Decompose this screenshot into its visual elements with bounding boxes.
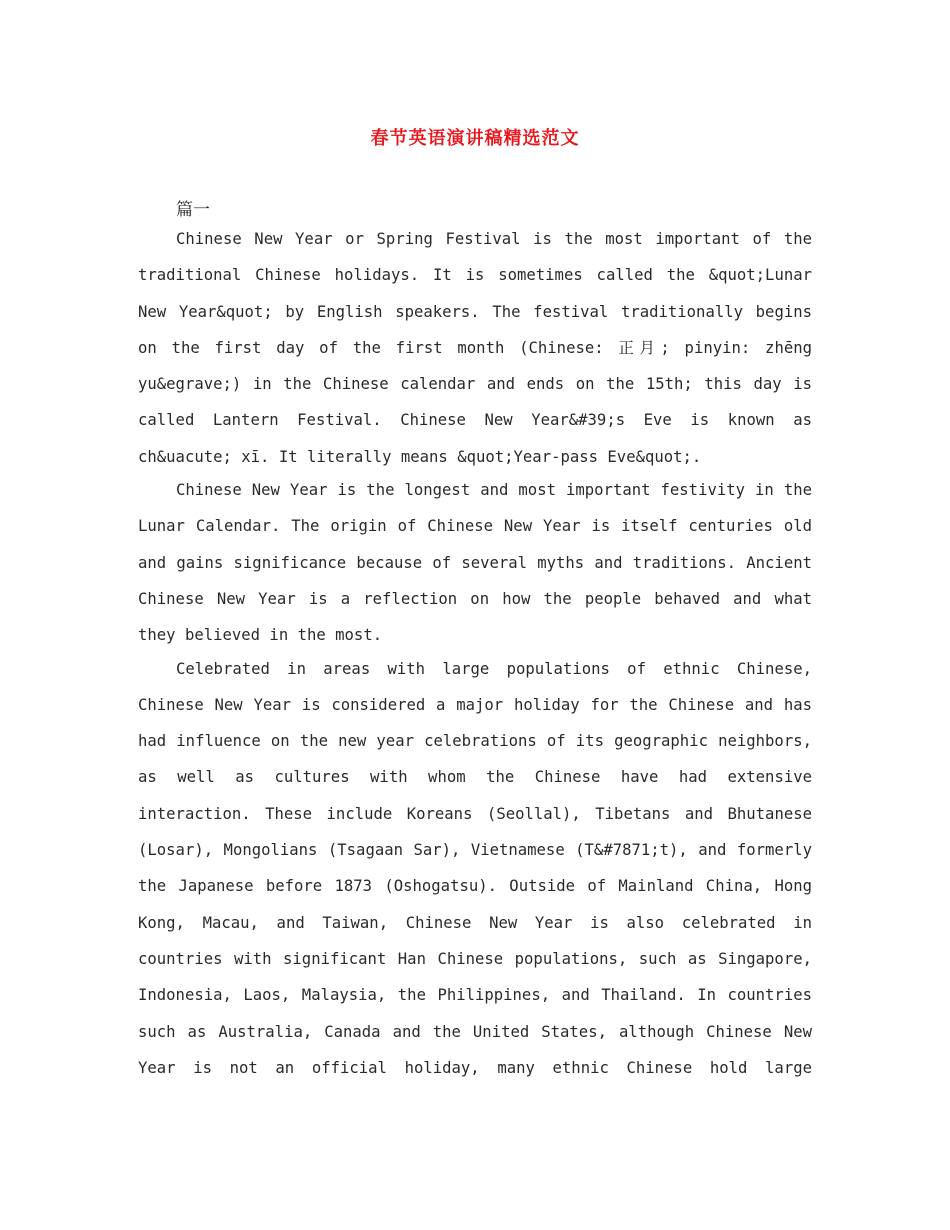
document-body	[138, 221, 812, 1083]
paragraph-1: Chinese New Year or Spring Festival is the most important of the traditional Chinese holidays. It is sometimes called the &quot;Lunar New Year&quot; by English speakers. The festival traditionally begins on the first day of the first month (Chinese: 正月; pinyin: zhēng yu&egrave;) in the Chinese calendar and ends on the 15th; this day is called Lantern Festival. Chinese New Year&#39;s Eve is known as ch&uacute; xī. It literally means &quot;Year-pass Eve&quot;.	[138, 230, 812, 466]
document-title: 春节英语演讲稿精选范文	[370, 128, 580, 149]
section-label: 篇一	[176, 200, 210, 220]
paragraph-2: Chinese New Year is the longest and most important festivity in the Lunar Calendar. The origin of Chinese New Year is itself centuries old and gains significance because of several myths and traditions. Ancient Chinese New Year is a reflection on how the people behaved and what they believed in the most.	[138, 481, 812, 645]
paragraph-3: Celebrated in areas with large populations of ethnic Chinese, Chinese New Year is considered a major holiday for the Chinese and has had influence on the new year celebrations of its geographic neighbors, as well as cultures with whom the Chinese have had extensive interaction. These include Koreans (Seollal), Tibetans and Bhutanese (Losar), Mongolians (Tsagaan Sar), Vietnamese (T&#7871;t), and formerly the Japanese before 1873 (Oshogatsu). Outside of Mainland China, Hong Kong, Macau, and Taiwan, Chinese New Year is also celebrated in countries with significant Han Chinese populations, such as Singapore, Indonesia, Laos, Malaysia, the Philippines, and Thailand. In countries such as Australia, Canada and the United States, although Chinese New Year is not an official holiday, many ethnic Chinese hold large	[138, 659, 812, 1077]
